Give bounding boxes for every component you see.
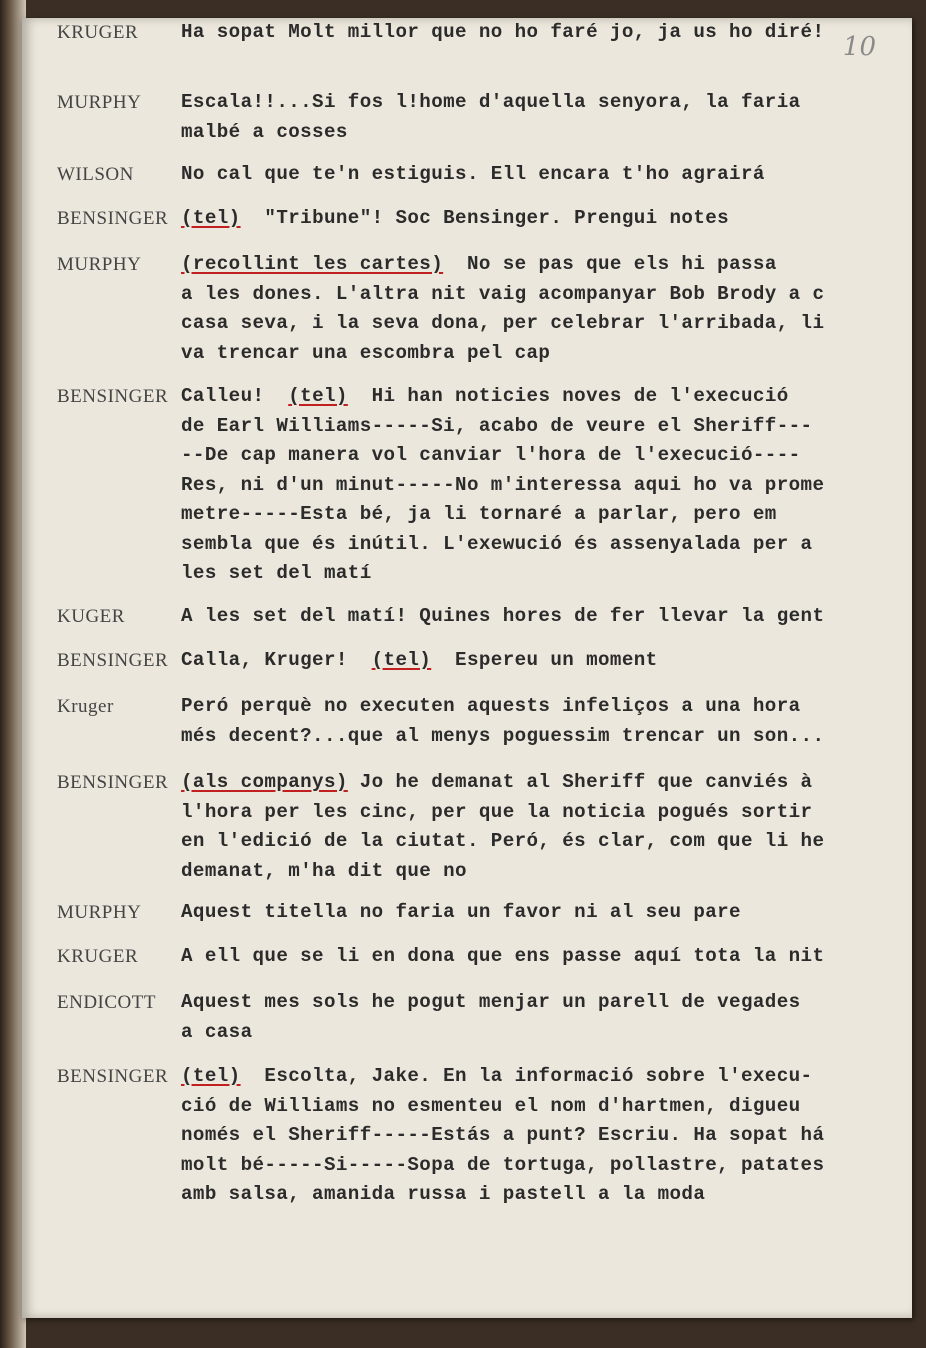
dialogue-text (181, 18, 903, 48)
line-text: més decent?...que al menys poguessim trencar un son... (181, 724, 825, 747)
page-number: 10 (842, 32, 876, 62)
dialogue-line (181, 118, 903, 148)
dialogue-line (181, 339, 903, 369)
line-text: en l'edició de la ciutat. Peró, és clar, com que li he (181, 830, 825, 852)
dialogue-line (181, 1180, 903, 1210)
stage-direction: (tel) (181, 1065, 241, 1087)
dialogue-text (181, 988, 903, 1047)
line-text: Hi han noticies noves de l'execució (347, 385, 789, 407)
line-text: A les set del matí! Quines hores de fer llevar la gent (181, 605, 825, 627)
line-text: demanat, m'ha dit que no (181, 859, 467, 882)
speaker-name: KRUGER (57, 946, 139, 967)
dialogue-line (181, 441, 903, 471)
line-text: malbé a cosses (181, 120, 348, 143)
line-text: l'hora per les cinc, per que la noticia pogués sortir (181, 800, 813, 823)
stage-direction: (als companys) (181, 771, 348, 793)
dialogue-line (181, 1018, 903, 1048)
dialogue-line (181, 692, 903, 722)
speaker-name: ENDICOTT (57, 992, 156, 1013)
line-text: Escala!!...Si fos l!home d'aquella senyora, la faria (181, 91, 801, 113)
speaker-name: BENSINGER (57, 650, 169, 671)
dialogue-line (181, 988, 903, 1018)
dialogue-text (181, 898, 903, 928)
dialogue-line (181, 280, 903, 310)
speaker-name: Kruger (57, 696, 114, 717)
stage-direction: (tel) (288, 385, 348, 407)
dialogue-line (181, 204, 903, 234)
speaker-name: MURPHY (57, 92, 142, 113)
line-text: Espereu un moment (431, 649, 658, 671)
line-text: a les dones. L'altra nit vaig acompanyar Bob Brody a c (181, 282, 825, 305)
line-text: Aquest mes sols he pogut menjar un parell de vegades (181, 991, 801, 1013)
line-text: ció de Williams no esmenteu el nom d'hartmen, digueu (181, 1094, 801, 1117)
speaker-name: MURPHY (57, 254, 142, 275)
speaker-name: BENSINGER (57, 1066, 169, 1087)
dialogue-line (181, 250, 903, 280)
dialogue-text (181, 250, 903, 368)
speaker-name: BENSINGER (57, 208, 169, 229)
stage-direction: (tel) (181, 207, 241, 229)
script-page (22, 18, 912, 1318)
line-text: Res, ni d'un minut-----No m'interessa aqui ho va prome (181, 473, 825, 496)
speaker-name: BENSINGER (57, 386, 169, 407)
dialogue-text (181, 88, 903, 147)
line-text: Jo he demanat al Sheriff que canviés à (347, 771, 813, 793)
line-text: a casa (181, 1020, 253, 1043)
dialogue-line (181, 942, 903, 972)
line-text: No se pas que els hi passa (443, 253, 777, 275)
dialogue-line (181, 722, 903, 752)
dialogue-text (181, 646, 903, 676)
dialogue-line (181, 530, 903, 560)
line-text: Calla, Kruger! (181, 649, 372, 671)
line-text: Aquest titella no faria un favor ni al seu pare (181, 901, 741, 923)
line-text: va trencar una escombra pel cap (181, 341, 551, 364)
dialogue-text (181, 602, 903, 632)
line-text: casa seva, i la seva dona, per celebrar l'arribada, li (181, 312, 825, 334)
line-text: Escolta, Jake. En la informació sobre l'execu- (240, 1065, 813, 1087)
speaker-name: MURPHY (57, 902, 142, 923)
speaker-name: WILSON (57, 164, 134, 185)
line-text: només el Sheriff-----Estás a punt? Escriu. Ha sopat há (181, 1124, 825, 1146)
line-text: Peró perquè no executen aquests infeliços a una hora (181, 695, 801, 717)
line-text: No cal que te'n estiguis. Ell encara t'ho agrairá (181, 163, 765, 185)
dialogue-line (181, 1151, 903, 1181)
dialogue-line (181, 602, 903, 632)
dialogue-text (181, 160, 903, 190)
dialogue-line (181, 412, 903, 442)
line-text: de Earl Williams-----Si, acabo de veure el Sheriff--- (181, 414, 813, 437)
speaker-name: BENSINGER (57, 772, 169, 793)
dialogue-line (181, 898, 903, 928)
speaker-name: KRUGER (57, 22, 139, 43)
dialogue-text (181, 204, 903, 234)
line-text: --De cap manera vol canviar l'hora de l'execució---- (181, 444, 801, 466)
line-text: metre-----Esta bé, ja li tornaré a parlar, pero em (181, 503, 777, 525)
dialogue-text (181, 942, 903, 972)
stage-direction: (recollint les cartes) (181, 253, 444, 275)
line-text: A ell que se li en dona que ens passe aquí tota la nit (181, 945, 825, 967)
line-text: "Tribune"! Soc Bensinger. Prengui notes (240, 207, 730, 229)
dialogue-line (181, 798, 903, 828)
line-text: molt bé-----Si-----Sopa de tortuga, pollastre, patates (181, 1153, 825, 1176)
dialogue-line (181, 1092, 903, 1122)
line-text: Calleu! (181, 385, 289, 407)
dialogue-line (181, 160, 903, 190)
speaker-name: KUGER (57, 606, 125, 627)
dialogue-line (181, 309, 903, 339)
stage-direction: (tel) (371, 649, 432, 671)
line-text: les set del matí (181, 562, 372, 584)
dialogue-text (181, 1062, 903, 1210)
line-text: amb salsa, amanida russa i pastell a la moda (181, 1183, 706, 1205)
dialogue-text (181, 692, 903, 751)
dialogue-line (181, 1121, 903, 1151)
dialogue-line (181, 88, 903, 118)
dialogue-line (181, 559, 903, 589)
dialogue-text (181, 382, 903, 589)
dialogue-line (181, 382, 903, 412)
dialogue-line (181, 768, 903, 798)
dialogue-text (181, 768, 903, 886)
dialogue-line (181, 18, 903, 48)
dialogue-line (181, 827, 903, 857)
dialogue-line (181, 471, 903, 501)
line-text: Ha sopat Molt millor que no ho faré jo, ja us ho diré! (181, 21, 825, 43)
line-text: sembla que és inútil. L'exewució és assenyalada per a (181, 532, 813, 555)
dialogue-line (181, 1062, 903, 1092)
dialogue-line (181, 500, 903, 530)
dialogue-line (181, 857, 903, 887)
dialogue-line (181, 646, 903, 676)
